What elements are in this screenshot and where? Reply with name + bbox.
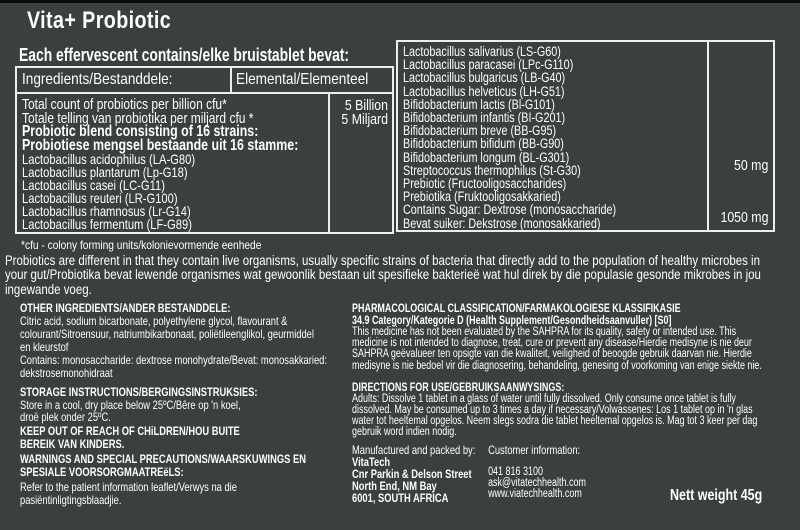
text-line: www.viatechhealth.com (488, 488, 582, 501)
section-directions (352, 382, 762, 439)
text-line: ingewande voeg. (5, 281, 92, 297)
section-keep-out (20, 425, 327, 451)
text-line: droë plek onder 25ºC. (20, 410, 111, 425)
text-line: Lactobacillus plantarum (Lp-G18) (22, 164, 188, 180)
elemental-value-cell (330, 94, 392, 232)
directions-lines (352, 394, 762, 439)
text-line: Probiotic blend consisting of 16 strains: (22, 123, 259, 140)
probiotic-count-lines (22, 98, 267, 125)
customer-info-label: Customer information: (488, 442, 581, 457)
text-line: Lactobacillus paracasei (LPc-G110) (403, 57, 574, 73)
section-pharmacological (352, 303, 762, 372)
section-storage (20, 386, 327, 425)
pharma-heading: PHARMACOLOGICAL CLASSIFICATION/FARMAKOLOGIESE KLASSIFIKASIE (352, 303, 681, 315)
elemental-header-cell (232, 68, 392, 92)
text-line: Lactobacillus acidophilus (LA-G80) (22, 151, 196, 167)
text-line: Prebiotic (Fructooligosaccharides) (403, 176, 567, 192)
prebiotic-value (728, 158, 768, 174)
section-warnings (20, 453, 327, 507)
other-ingredients-heading: OTHER INGREDIENTS/ANDER BESTANDDELE: (20, 301, 231, 315)
manufacturer-column (352, 444, 485, 505)
strains-table (396, 40, 775, 232)
text-line: Lactobacillus fermentum (LF-G89) (22, 216, 192, 232)
text-line: 041 816 3100 (488, 465, 543, 478)
text-line: en kleurstof (20, 339, 69, 354)
pharma-subheading: 34.9 Category/Kategorie D (Health Supplement/Gesondheidsaanvuller) [S0] (352, 315, 672, 327)
text-line: Lactobacillus reuteri (LR-G100) (22, 190, 178, 206)
ingredients-header-cell (17, 68, 232, 92)
text-line: Store in a cool, dry place below 25ºC/Bêre op 'n koel, (20, 397, 241, 412)
text-line: pasiëntinligtingsblaadjie. (20, 493, 122, 508)
section-other-ingredients (20, 302, 327, 380)
text-line: Citric acid, sodium bicarbonate, polyethylene glycol, flavourant & (20, 314, 288, 328)
strain-list-left (22, 153, 267, 231)
nett-weight (670, 487, 788, 505)
text-line: KEEP OUT OF REACH OF CHiLDREN/HOU BUITE (20, 424, 240, 439)
text-line: Refer to the patient information leaflet/Verwys na die (20, 480, 237, 495)
storage-heading: STORAGE INSTRUCTIONS/BERGINGSINSTRUKSIES: (20, 384, 258, 399)
manufacturer-name: VitaTech (352, 454, 391, 469)
text-line: Lactobacillus rhamnosus (Lr-G14) (22, 203, 191, 219)
text-line: Lactobacillus casei (LC-G11) (22, 177, 165, 193)
text-line: SPESIALE VOORSORGMAATREëLS: (20, 465, 184, 480)
ingredients-cell (17, 94, 330, 232)
nett-weight-text: Nett weight 45g (670, 487, 763, 504)
warnings-heading-lines (20, 453, 327, 479)
sugar-value-text: 1050 mg (720, 210, 768, 226)
probiotics-description-lines (5, 254, 761, 297)
text-line: Lactobacillus helveticus (LH-G51) (403, 83, 565, 99)
strains-value-cell (709, 42, 773, 230)
text-line: Total count of probiotics per billion cfu* (22, 96, 227, 113)
text-line: Bifidobacterium infantis (BI-G201) (403, 110, 566, 126)
text-line: 6001, SOUTH AFRICA (352, 491, 449, 506)
contains-subtitle (19, 44, 459, 66)
text-line: 5 Miljard (341, 112, 388, 128)
count-value-lines (339, 99, 388, 127)
cfu-footnote-text: *cfu - colony forming units/kolonievormende eenhede (21, 238, 262, 252)
text-line: Cnr Parkin & Delson Street (352, 467, 472, 482)
other-ingredients-lines (20, 315, 327, 380)
ingredients-header-label: Ingredients/Bestanddele: (22, 71, 173, 88)
warnings-lines (20, 481, 327, 507)
text-line: This medicine has not been evaluated by the SAHPRA for its quality, safety or intended use. This (352, 326, 737, 338)
text-line: Bifidobacterium longum (BL-G301) (403, 149, 570, 165)
ingredients-table-body-row (17, 94, 392, 232)
text-line: Probiotics are different in that they contain live organisms, usually specific strains of bacteria that directly add to the population of healthy microbes in (5, 253, 760, 268)
elemental-header-label: Elemental/Elementeel (236, 71, 369, 88)
text-line: medisyne is nie bedoel vir die diagnosering, behandeling, genesing of voorkoming van enige siekte nie. (352, 359, 762, 372)
manufacturer-address-lines (352, 468, 485, 505)
text-line: Bifidobacterium lactis (Bl-G101) (403, 96, 555, 112)
text-line: Contains Sugar: Dextrose (monosaccharide) (403, 202, 617, 218)
product-title-text: Vita+ Probiotic (27, 7, 172, 34)
text-line: water tot heeltemal opgelos. Neem slegs sodra die tablet heeltemal opgelos is. Mag tot 3 keer per dag (352, 415, 758, 428)
pharma-lines (352, 327, 762, 372)
text-line: Bifidobacterium breve (BB-G95) (403, 123, 557, 139)
cfu-footnote (21, 238, 304, 252)
text-line: North End, NM Bay (352, 479, 437, 494)
ingredients-table-header-row (17, 68, 392, 94)
text-line: Bifidobacterium bifidum (BB-G90) (403, 136, 564, 152)
text-line: Totale telling van probiotika per miljard cfu * (22, 109, 254, 127)
text-line: SAHPRA geëvalueer ten opsigte van die kwaliteit, veiligheid of beoogde gebruik daarvan nie. Hierdie (352, 348, 752, 361)
right-info-column (352, 303, 800, 505)
text-line: medicine is not intended to diagnose, treat, cure or prevent any disease/Hierdie medisyne is nie deur (352, 337, 752, 350)
product-title (27, 7, 203, 35)
right-info-column-content (352, 303, 762, 505)
storage-lines (20, 399, 327, 425)
left-info-column-content (20, 302, 327, 507)
text-line: BEREIK VAN KINDERS. (20, 437, 125, 452)
text-line: Adults: Dissolve 1 tablet in a glass of water until fully dissolved. Only consume once tablet is fully (352, 392, 736, 405)
text-line: your gut/Probiotika bevat lewende organismes wat gewoonlik bestaan uit spesifieke bakterieë wat hul direk by die populasie gesonde mikrobes in jou (5, 267, 761, 283)
sugar-value (712, 210, 768, 226)
text-line: Lactobacillus salivarius (LS-G60) (403, 44, 561, 59)
text-line: gebruik word indien nodig. (352, 426, 457, 439)
text-line: dissolved. May be consumed up to 3 times a day if necessary/Volwassenes: Los 1 tablet op in 'n glas (352, 404, 753, 417)
text-line: ask@vitatechhealth.com (488, 477, 586, 490)
strain-list-right (403, 45, 646, 230)
text-line: 5 Billion (344, 98, 388, 114)
customer-info-lines (488, 467, 586, 501)
probiotic-blend-lines (22, 123, 299, 154)
text-line: Lactobacillus bulgaricus (LB-G40) (403, 70, 566, 86)
manufacturer-label: Manufactured and packed by: (352, 442, 476, 457)
text-line: Streptococcus thermophilus (St-G30) (403, 162, 581, 178)
text-line: Contains: monosaccharide: dextrose monohydrate/Bevat: monosakkaried: (20, 352, 327, 367)
keep-out-heading-lines (20, 425, 327, 451)
text-line: Prebiotika (Fruktooligosakkaried) (403, 189, 561, 205)
ingredients-table (15, 66, 394, 234)
contains-subtitle-text: Each effervescent contains/elke bruistablet bevat: (19, 44, 350, 65)
customer-info-column (488, 444, 586, 501)
strains-cell (398, 42, 709, 230)
prebiotic-value-text: 50 mg (733, 158, 768, 174)
text-line: Probiotiese mengsel bestaande uit 16 stamme: (22, 137, 299, 154)
top-border-bar (0, 0, 800, 3)
text-line: dekstrosemonohidraat (20, 365, 113, 380)
directions-heading: DIRECTIONS FOR USE/GEBRUIKSAANWYSINGS: (352, 381, 565, 394)
text-line: colourant/Sitroensuur, natriumbikarbonaat, poliëtileenglikol, geurmiddel (20, 326, 314, 341)
text-line: Bevat suiker: Dekstrose (monosakkaried) (403, 215, 601, 231)
probiotics-description (5, 254, 800, 297)
text-line: WARNINGS AND SPECIAL PRECAUTIONS/WAARSKUWINGS EN (20, 452, 307, 467)
